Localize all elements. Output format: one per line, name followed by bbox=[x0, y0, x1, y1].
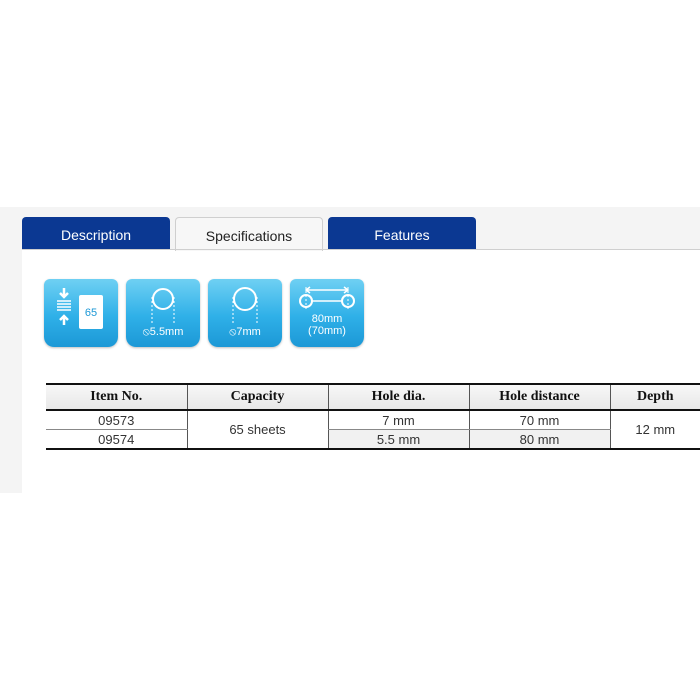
cell-capacity: 65 sheets bbox=[187, 410, 328, 449]
specifications-table bbox=[46, 383, 700, 450]
hole-distance-label-secondary: (70mm) bbox=[308, 325, 346, 337]
header-item-no: Item No. bbox=[46, 384, 187, 410]
cell-hole-dia: 7 mm bbox=[328, 410, 469, 430]
header-capacity: Capacity bbox=[187, 384, 328, 410]
hole-diameter-label: ⦸7mm bbox=[229, 326, 261, 338]
sheet-capacity-icon bbox=[44, 279, 118, 347]
tab-description[interactable]: Description bbox=[22, 217, 170, 250]
cell-hole-distance: 70 mm bbox=[469, 410, 610, 430]
table-row bbox=[46, 410, 700, 430]
hole-distance-icon bbox=[290, 279, 364, 347]
header-hole-dia: Hole dia. bbox=[328, 384, 469, 410]
header-depth: Depth bbox=[610, 384, 700, 410]
hole-diameter-label: ⦸5.5mm bbox=[142, 326, 184, 338]
cell-depth: 12 mm bbox=[610, 410, 700, 449]
cell-hole-distance: 80 mm bbox=[469, 430, 610, 450]
hole-diameter-small-icon bbox=[126, 279, 200, 347]
hole-diameter-large-icon bbox=[208, 279, 282, 347]
cell-item-no: 09573 bbox=[46, 410, 187, 430]
header-hole-distance: Hole distance bbox=[469, 384, 610, 410]
capacity-value: 65 bbox=[84, 307, 98, 319]
table-row bbox=[46, 430, 700, 450]
tab-divider bbox=[22, 249, 700, 250]
tab-features[interactable]: Features bbox=[328, 217, 476, 250]
cell-item-no: 09574 bbox=[46, 430, 187, 450]
cell-hole-dia: 5.5 mm bbox=[328, 430, 469, 450]
hole-distance-label-primary: 80mm bbox=[311, 313, 343, 325]
tab-specifications[interactable]: Specifications bbox=[175, 217, 323, 251]
table-header-row bbox=[46, 384, 700, 410]
